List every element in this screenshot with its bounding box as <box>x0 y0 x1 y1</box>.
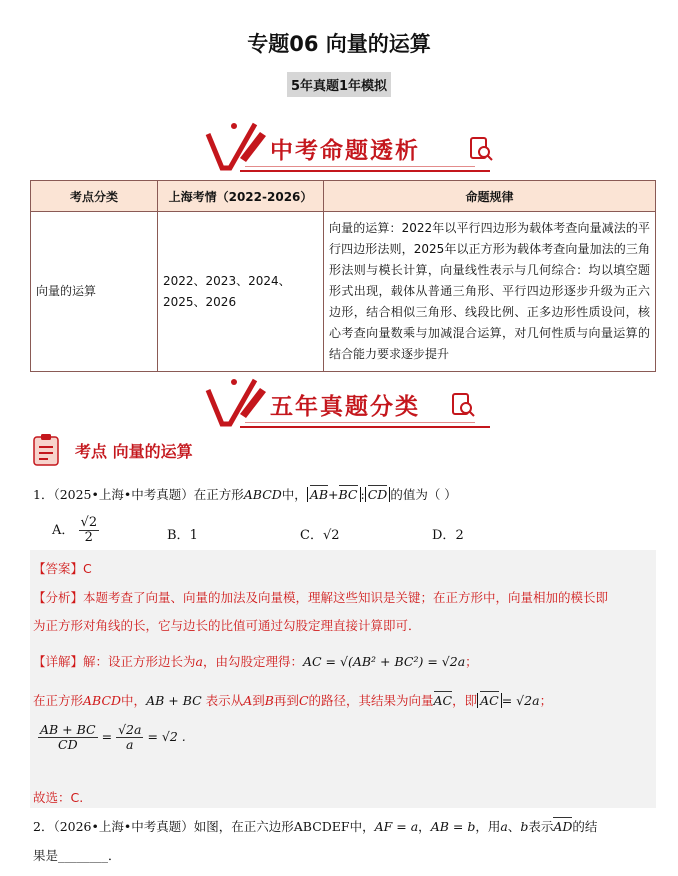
question-2: 2．（2026•上海•中考真题）如图，在正六边形ABCDEF中，AF = a，AB = b，用a、b表示AD的结 <box>33 819 598 834</box>
point-label: C <box>298 693 309 708</box>
denominator: a <box>126 737 134 752</box>
vector-equation: AF = a <box>374 819 419 834</box>
section-title: 考点 向量的运算 <box>75 442 193 461</box>
result: = √2 . <box>147 729 186 744</box>
detail-line <box>33 691 552 709</box>
magnitude-expression <box>307 487 361 502</box>
vector-cd: CD <box>367 487 388 502</box>
conclusion-line: 故选：C. <box>33 790 84 805</box>
pen-check-icon <box>200 374 270 432</box>
fraction <box>79 516 100 545</box>
detail-text: 中， <box>121 693 147 708</box>
option-c[interactable] <box>300 524 340 543</box>
page-subtitle: 5年真题1年模拟 <box>287 72 391 97</box>
detail-text: 到 <box>252 693 265 708</box>
variable: a <box>195 654 203 669</box>
denominator: 2 <box>84 530 93 545</box>
equation: AC = √(AB² + BC²) = √2a <box>302 654 466 669</box>
magnitude-ac <box>477 693 502 708</box>
option-label: B． <box>167 528 190 543</box>
fraction <box>116 723 143 752</box>
option-a[interactable] <box>52 516 99 545</box>
table-header: 上海考情（2022-2026） <box>158 181 324 212</box>
banner-title: 五年真题分类 <box>270 394 420 420</box>
option-value: 2 <box>455 528 464 543</box>
fraction <box>38 723 98 752</box>
equals-sign: = <box>101 729 113 744</box>
option-b[interactable] <box>167 524 198 543</box>
numerator: √2 <box>80 515 98 530</box>
vector-ab: AB <box>309 487 329 502</box>
numerator: √2a <box>118 722 142 737</box>
option-label: D． <box>432 528 456 543</box>
page-title: 专题06 向量的运算 <box>247 32 431 56</box>
option-value: √2 <box>322 528 340 543</box>
table-header: 命题规律 <box>324 181 656 212</box>
detail-text: ，即 <box>452 693 478 708</box>
separator: 、 <box>507 819 521 834</box>
vector-equation: AB = b <box>430 819 476 834</box>
search-document-icon <box>450 392 476 418</box>
option-value: 1 <box>189 528 198 543</box>
option-d[interactable] <box>432 524 464 543</box>
detail-text: ，由勾股定理得： <box>202 654 303 669</box>
plus-sign: + <box>328 487 339 502</box>
question-2-line-2: 果是________． <box>33 848 121 863</box>
vector-ac: AC <box>480 693 499 708</box>
analysis-line: 为正方形对角线的长，它与边长的比值可通过勾股定理直接计算即可． <box>33 618 421 633</box>
detail-text: 表示从 <box>205 693 244 708</box>
vector-ad: AD <box>553 819 573 834</box>
point-label: A <box>243 693 253 708</box>
question-1 <box>33 485 457 503</box>
detail-text: ； <box>539 693 553 708</box>
pen-check-icon <box>200 118 270 176</box>
vector-sum: AB + BC <box>146 693 202 708</box>
question-text: 的结 <box>572 819 598 834</box>
vector-ac: AC <box>433 693 453 708</box>
exam-summary-table <box>30 180 656 372</box>
table-row <box>31 212 656 372</box>
vector-a: a <box>500 819 508 834</box>
shape-name: ABCD <box>83 693 122 708</box>
clipboard-icon <box>30 433 66 469</box>
ratio-equation <box>38 723 186 752</box>
detail-text: ； <box>465 654 478 669</box>
option-label: A． <box>52 523 75 538</box>
detail-text: 的路径，其结果为向量 <box>308 693 434 708</box>
detail-line <box>33 652 478 670</box>
question-text: 中， <box>281 487 307 502</box>
numerator: AB + BC <box>40 722 96 737</box>
question-text: 2．（2026•上海•中考真题）如图，在正六边形ABCDEF中， <box>33 819 375 834</box>
banner-past-papers <box>200 374 500 432</box>
shape-name: ABCD <box>243 487 282 502</box>
answer-line: 【答案】C <box>33 561 92 576</box>
table-cell-rule: 向量的运算：2022年以平行四边形为载体考查向量减法的平行四边形法则，2025年以正方形为载体考查向量加法的三角形法则与模长计算，向量线性表示与几何综合：均以填空题形式出现，载体从普通三角形、平行四边形逐步升级为正六边形，结合相似三角形、线段比例、正多边形性质设问，核心考查向量数乘与加减混合运算，对几何性质与向量运算的结合能力要求逐步提升 <box>324 212 656 372</box>
point-label: B <box>264 693 274 708</box>
question-text: 的值为（ ） <box>390 487 457 502</box>
ratio-sign: : <box>360 487 365 502</box>
table-header: 考点分类 <box>31 181 158 212</box>
detail-text: 再到 <box>273 693 299 708</box>
denominator: CD <box>58 737 78 752</box>
banner-title: 中考命题透析 <box>270 138 420 164</box>
option-label: C． <box>300 528 323 543</box>
vector-bc: BC <box>338 487 358 502</box>
table-cell-category: 向量的运算 <box>31 212 158 372</box>
magnitude-expression <box>365 487 391 502</box>
question-text: 表示 <box>528 819 554 834</box>
table-cell-years: 2022、2023、2024、2025、2026 <box>158 212 324 372</box>
question-text: ，用 <box>475 819 501 834</box>
question-text: 1．（2025•上海•中考真题）在正方形 <box>33 487 244 502</box>
equation: = √2a <box>501 693 540 708</box>
banner-exam-analysis <box>200 118 500 176</box>
vector-b: b <box>520 819 529 834</box>
analysis-line: 【分析】本题考查了向量、向量的加法及向量模，理解这些知识是关键；在正方形中，向量相加的模长即 <box>33 590 609 605</box>
answer-panel <box>30 550 656 808</box>
detail-text: 在正方形 <box>33 693 84 708</box>
search-document-icon <box>468 136 494 162</box>
detail-text: 【详解】解：设正方形边长为 <box>33 654 196 669</box>
